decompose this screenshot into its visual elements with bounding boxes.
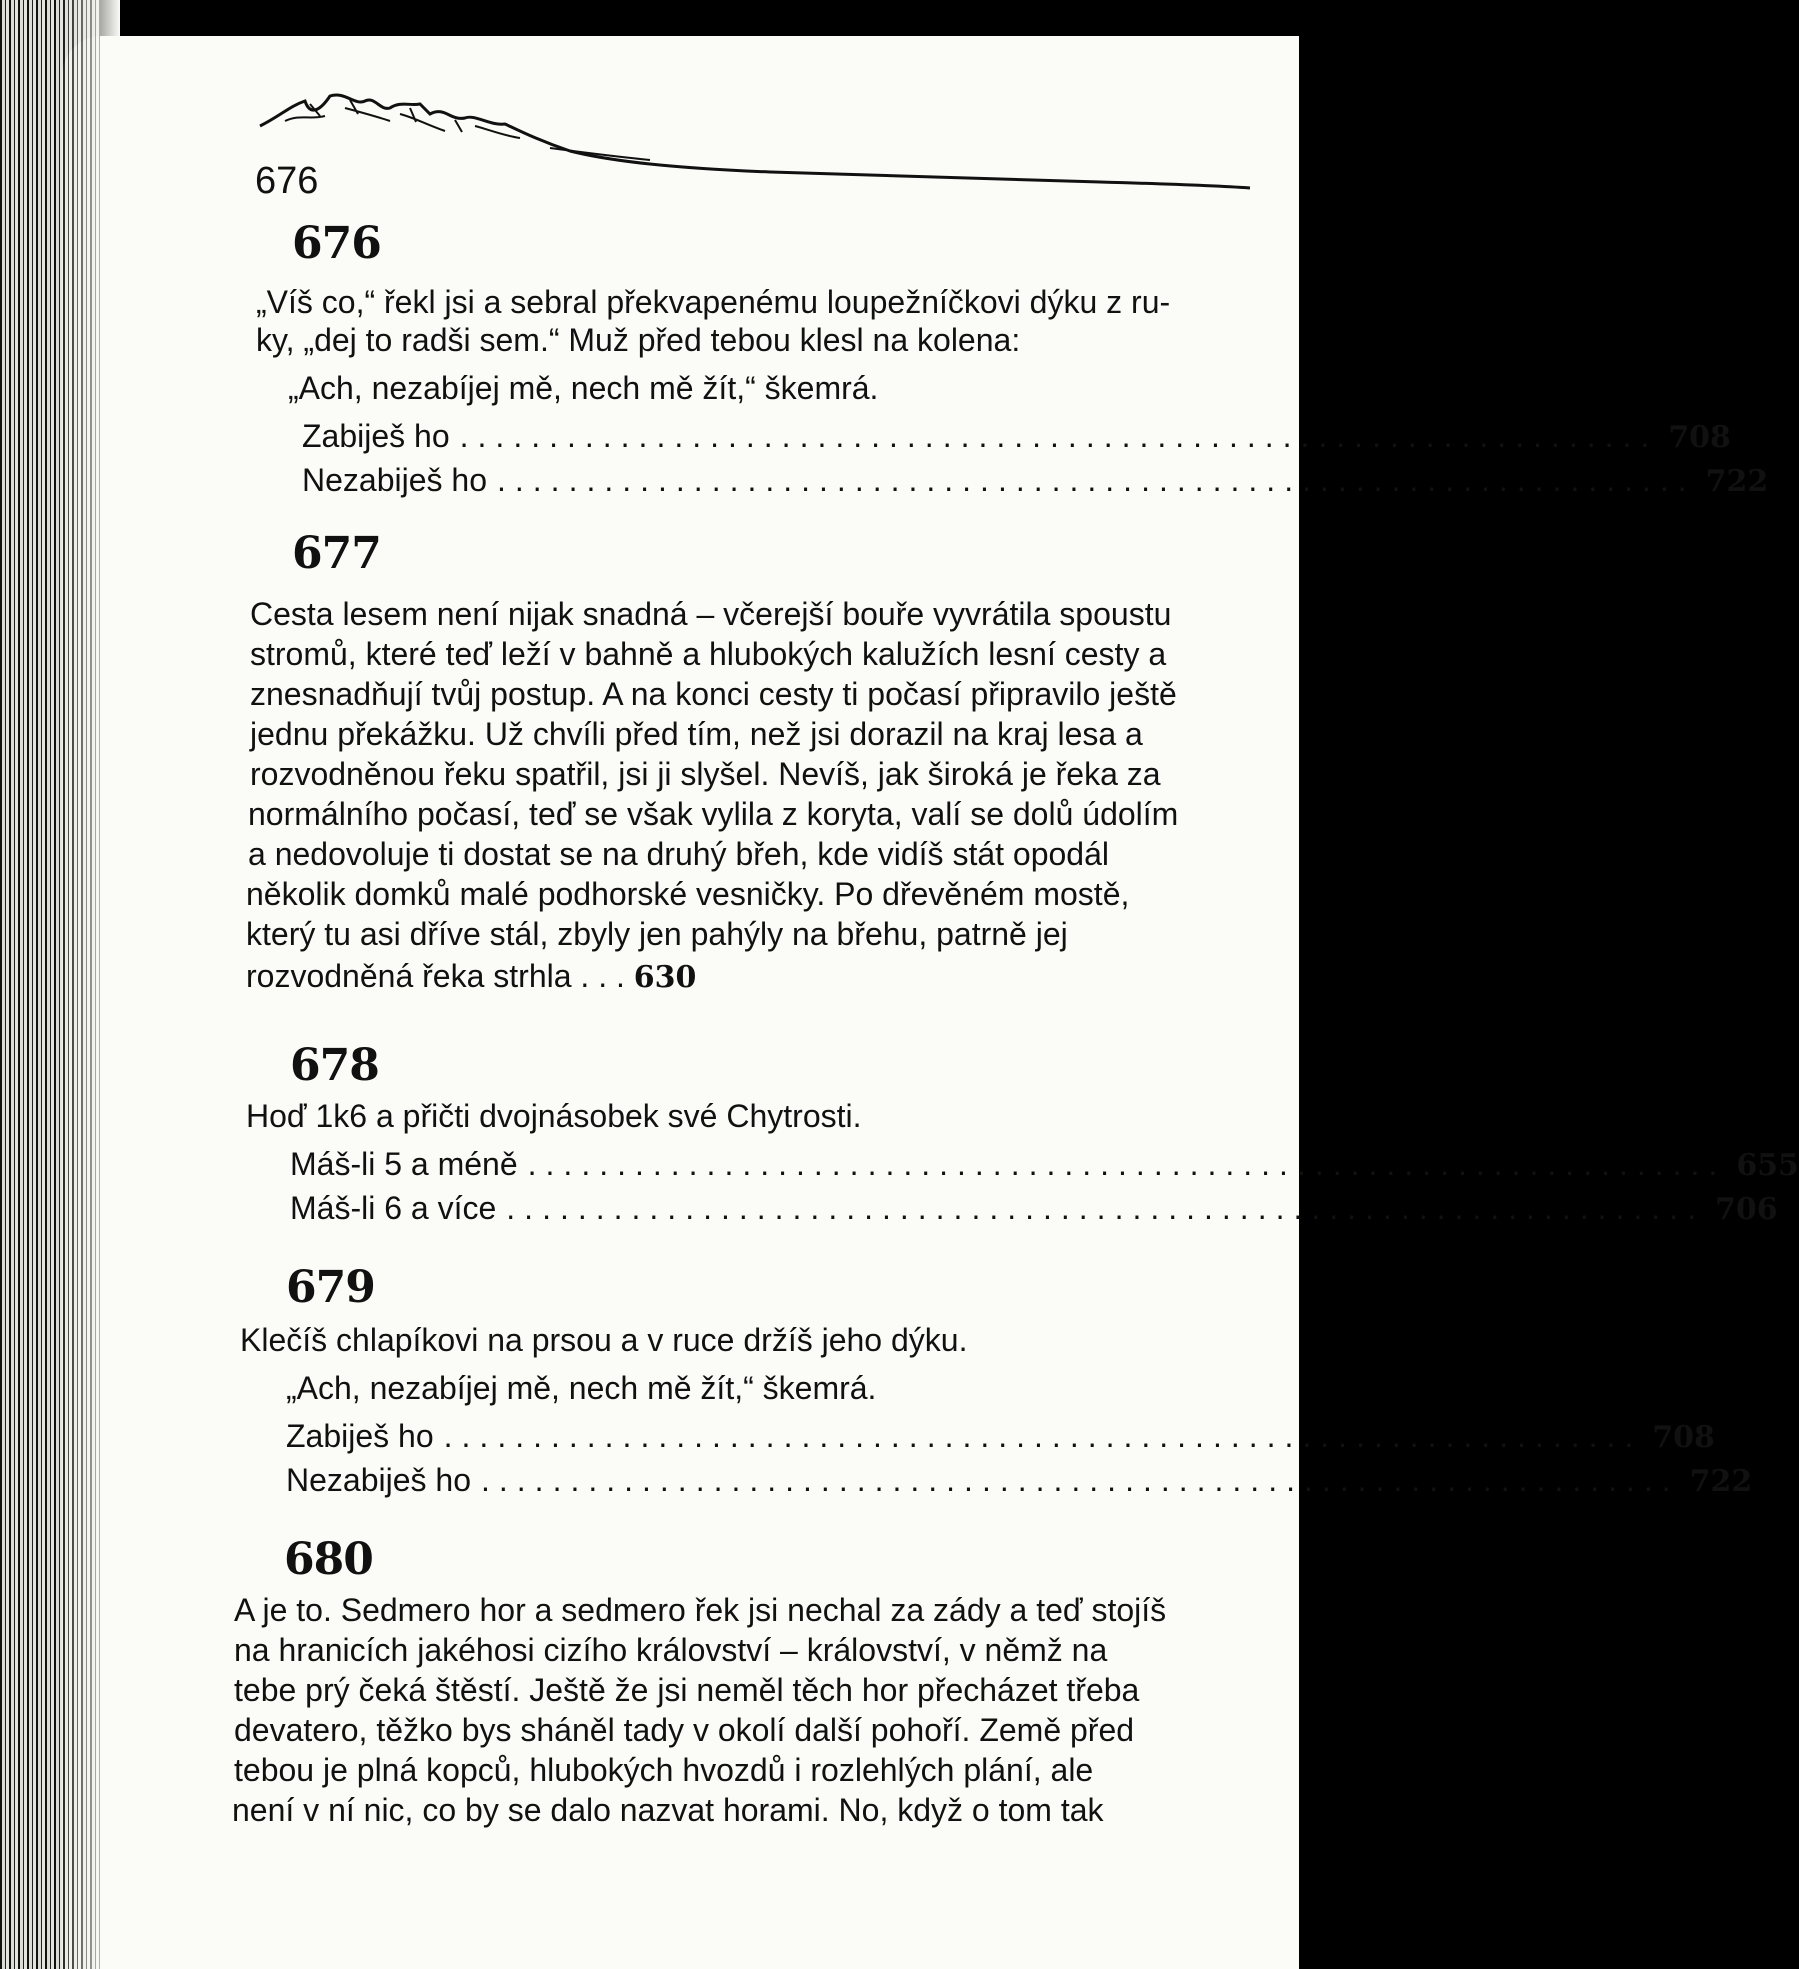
- text-line: „Ach, nezabíjej mě, nech mě žít,“ škemrá.: [286, 1370, 877, 1406]
- leader-dots: ...................................................................: [506, 1190, 1705, 1226]
- text-line: Hoď 1k6 a přičti dvojnásobek své Chytrosti.: [246, 1098, 862, 1134]
- section-number-679: 679: [286, 1262, 375, 1313]
- text-line: rozvodněnou řeku spatřil, jsi ji slyšel. Nevíš, jak široká je řeka za: [250, 756, 1161, 792]
- text-line: a nedovoluje ti dostat se na druhý břeh, kde vidíš stát opodál: [248, 836, 1109, 872]
- text-line: Cesta lesem není nijak snadná – včerejší bouře vyvrátila spoustu: [250, 596, 1172, 632]
- leader-dots: ...................................................................: [497, 462, 1696, 498]
- text-line: stromů, které teď leží v bahně a hlubokých kalužích lesní cesty a: [250, 636, 1167, 672]
- text-line: není v ní nic, co by se dalo nazvat horami. No, když o tom tak: [232, 1792, 1104, 1828]
- text-line: „Ach, nezabíjej mě, nech mě žít,“ škemrá.: [288, 370, 879, 406]
- choice-label: Zabiješ ho: [302, 418, 450, 454]
- choice-target[interactable]: 722: [1689, 1464, 1753, 1499]
- text-line: devatero, těžko bys sháněl tady v okolí další pohoří. Země před: [234, 1712, 1135, 1748]
- leader-dots: ...................................................................: [459, 418, 1659, 454]
- text-line: několik domků malé podhorské vesničky. Po dřevěném mostě,: [246, 876, 1130, 912]
- text-line: Klečíš chlapíkovi na prsou a v ruce držíš jeho dýku.: [240, 1322, 968, 1358]
- spine-shadow: [60, 0, 120, 1969]
- text-line: znesnadňují tvůj postup. A na konci cesty ti počasí připravilo ještě: [250, 676, 1177, 712]
- choice-target[interactable]: 722: [1705, 464, 1769, 499]
- choice-row[interactable]: [290, 1190, 1778, 1228]
- text-line: normálního počasí, teď se však vylila z koryta, valí se dolů údolím: [248, 796, 1179, 832]
- choice-row[interactable]: [286, 1462, 1753, 1500]
- choice-label: Zabiješ ho: [286, 1418, 434, 1454]
- choice-target[interactable]: 708: [1652, 1420, 1715, 1455]
- text-line: jednu překážku. Už chvíli před tím, než jsi dorazil na kraj lesa a: [250, 716, 1143, 752]
- section-number-680: 680: [284, 1534, 373, 1585]
- page-number: 676: [255, 160, 319, 202]
- section-number-678: 678: [290, 1040, 379, 1091]
- choice-label: Nezabiješ ho: [302, 462, 487, 498]
- text-line: rozvodněná řeka strhla . . .: [246, 958, 625, 994]
- choice-target[interactable]: 706: [1714, 1192, 1778, 1227]
- choice-target[interactable]: 655: [1736, 1148, 1799, 1183]
- choice-target[interactable]: 630: [633, 960, 697, 995]
- text-line: A je to. Sedmero hor a sedmero řek jsi nechal za zády a teď stojíš: [234, 1592, 1167, 1628]
- section-number-676: 676: [292, 218, 381, 269]
- text-line: tebe prý čeká štěstí. Ještě že jsi neměl těch hor přecházet třeba: [234, 1672, 1140, 1708]
- leader-dots: ...................................................................: [527, 1146, 1727, 1182]
- choice-row[interactable]: [302, 418, 1731, 456]
- text-line: tebou je plná kopců, hlubokých hvozdů i rozlehlých plání, ale: [234, 1752, 1094, 1788]
- text-line: který tu asi dříve stál, zbyly jen pahýly na břehu, patrně jej: [246, 916, 1068, 952]
- leader-dots: ...................................................................: [443, 1418, 1643, 1454]
- text-line-with-target: [246, 958, 696, 996]
- choice-target[interactable]: 708: [1668, 420, 1731, 455]
- choice-row[interactable]: [286, 1418, 1715, 1456]
- choice-row[interactable]: [290, 1146, 1799, 1184]
- text-line: „Víš co,“ řekl jsi a sebral překvapenému loupežníčkovi dýku z ru-: [256, 284, 1171, 320]
- choice-row[interactable]: [302, 462, 1769, 500]
- leader-dots: ...................................................................: [481, 1462, 1680, 1498]
- choice-label: Máš-li 5 a méně: [290, 1146, 518, 1182]
- choice-label: Nezabiješ ho: [286, 1462, 471, 1498]
- section-number-677: 677: [292, 528, 381, 579]
- text-line: na hranicích jakéhosi cizího království – království, v němž na: [234, 1632, 1108, 1668]
- text-line: ky, „dej to radši sem.“ Muž před tebou klesl na kolena:: [256, 322, 1021, 358]
- choice-label: Máš-li 6 a více: [290, 1190, 497, 1226]
- mountain-illustration: [250, 86, 1250, 216]
